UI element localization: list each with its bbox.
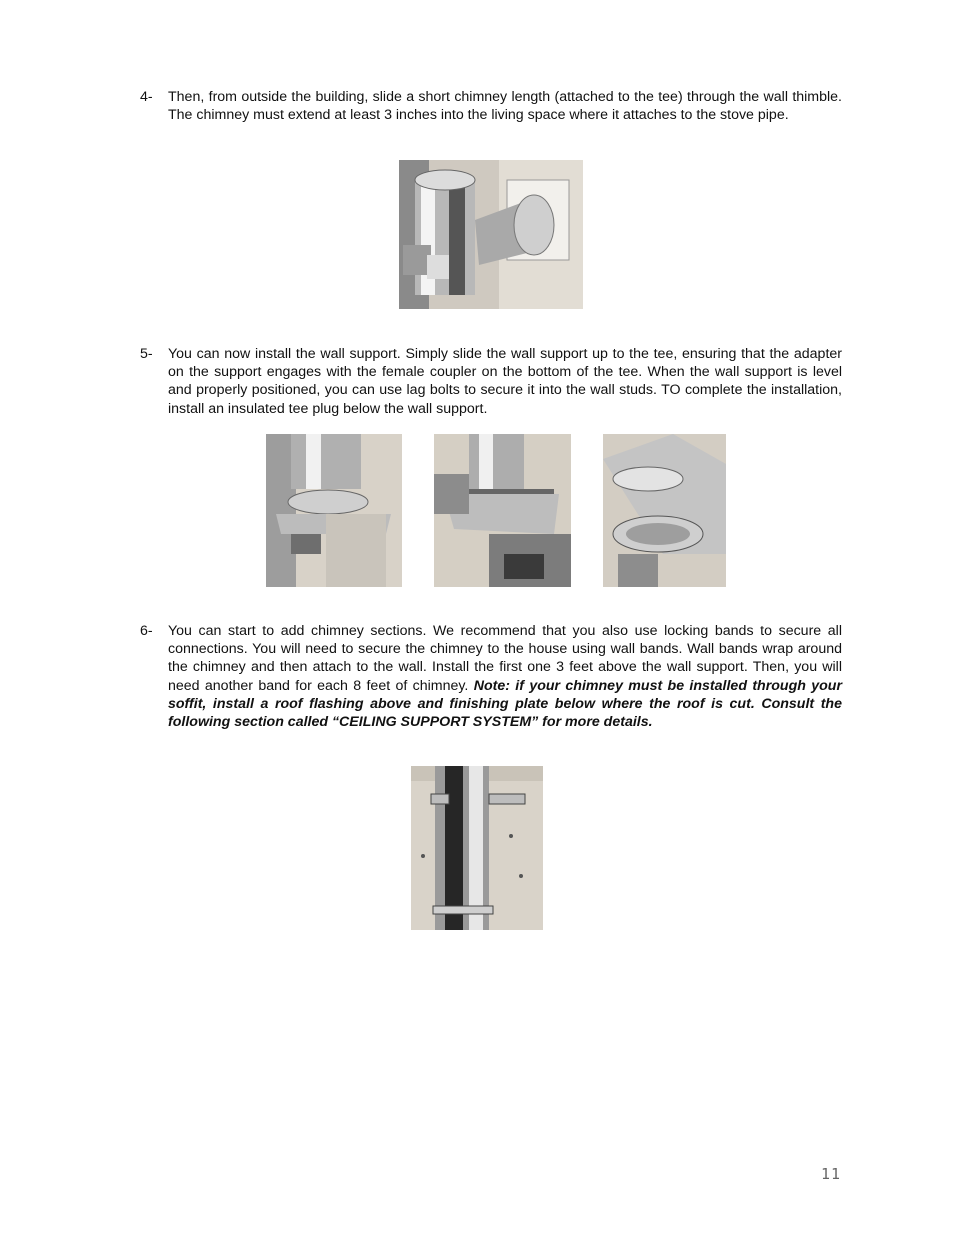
- photo-wall-support-level: [434, 434, 571, 587]
- photo-chimney-wall-bands: [411, 766, 543, 930]
- photo-tee-through-thimble: [399, 160, 583, 309]
- step-number: 6-: [140, 623, 153, 639]
- step-4: [140, 88, 842, 124]
- step-text: Then, from outside the building, slide a short chimney length (attached to the tee) through the wall thimble. The chimney must extend at least 3 inches into the living space where it attaches to the stove pipe.: [168, 89, 842, 124]
- photo-tee-plug: [603, 434, 726, 587]
- step-5: [140, 345, 842, 418]
- step-text: [168, 622, 842, 731]
- step-text: You can now install the wall support. Simply slide the wall support up to the tee, ensuring that the adapter on the support engages with the female coupler on the bottom of the tee. When the wall support is level and properly positioned, you can use lag bolts to secure it into the wall studs. TO complete the installation, install an insulated tee plug below the wall support.: [168, 346, 842, 417]
- page-number: 11: [820, 1165, 841, 1183]
- step-number: 4-: [140, 89, 153, 105]
- photo-wall-support-slide: [266, 434, 402, 587]
- step-6: [140, 622, 842, 731]
- step-number: 5-: [140, 346, 153, 362]
- step-text-main: You can start to add chimney sections. We recommend that you also use locking bands to secure all connections. You will need to secure the chimney to the house using wall bands. Wall bands wrap around the chimney and then attach to the wall. Install the first one 3 feet above the wall support. Then, you will need another band for each 8 feet of chimney.: [168, 623, 842, 694]
- step-note: Note: if your chimney must be installed through your soffit, install a roof flashing above and finishing plate below where the roof is cut. Consult the following section called “CEILING SUPPORT SYSTEM” for more details.: [168, 677, 842, 731]
